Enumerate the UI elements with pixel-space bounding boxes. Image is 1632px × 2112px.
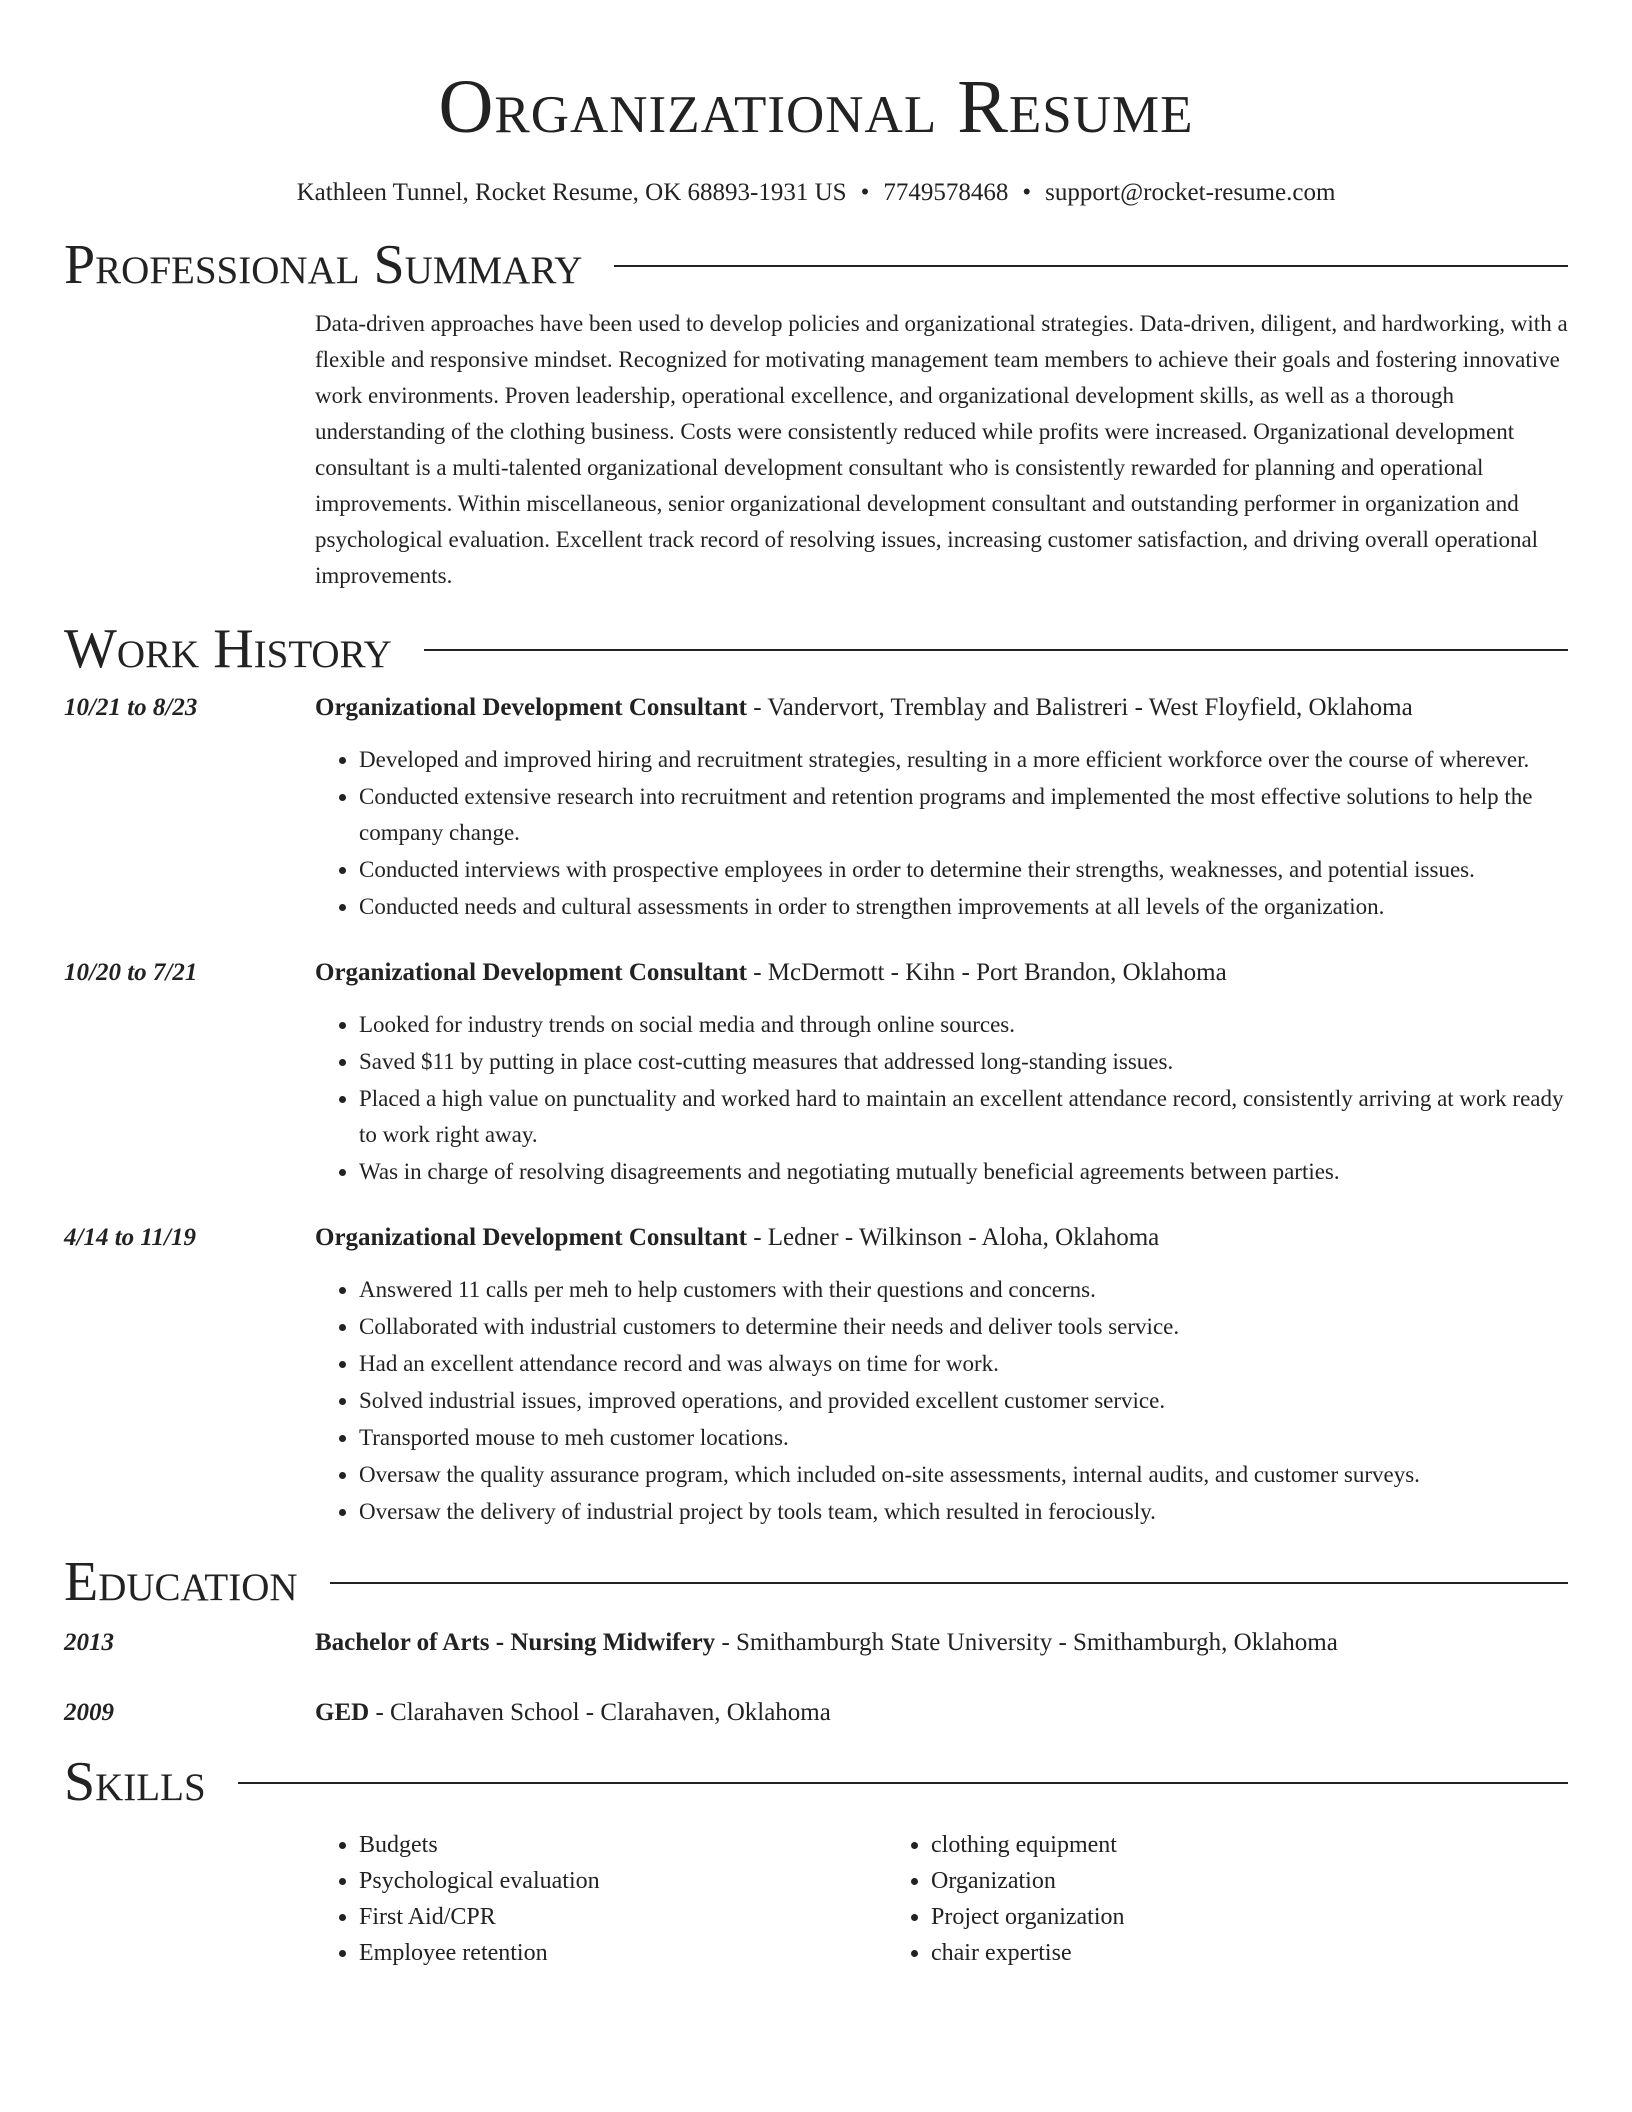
work-section-header	[64, 618, 1568, 680]
job-title: Organizational Development Consultant	[315, 959, 747, 986]
job-bullet: • Transported mouse to meh customer locations.	[359, 1420, 1568, 1456]
section-divider	[238, 1782, 1568, 1784]
job-title-line	[315, 690, 1568, 726]
education-heading: Education	[64, 1551, 298, 1613]
section-divider	[330, 1582, 1568, 1584]
job-dates: 10/21 to 8/23	[64, 694, 198, 721]
contact-email: support@rocket-resume.com	[1045, 179, 1336, 206]
job-title: Organizational Development Consultant	[315, 1224, 747, 1251]
job-bullet: • Had an excellent attendance record and was always on time for work.	[359, 1346, 1568, 1382]
skill-item: • clothing equipment	[931, 1827, 1125, 1863]
skill-item: • Project organization	[931, 1899, 1125, 1935]
skills-column-right	[887, 1827, 1125, 1971]
summary-heading: Professional Summary	[64, 234, 583, 296]
section-divider	[614, 265, 1568, 267]
education-year: 2013	[64, 1629, 114, 1656]
job-bullet: • Conducted extensive research into recruitment and retention programs and implemented the most effective solutions to help the company change.	[359, 779, 1568, 851]
job-dates: 10/20 to 7/21	[64, 959, 198, 986]
job-entry	[64, 955, 1568, 1191]
skill-item: • Budgets	[359, 1827, 931, 1863]
contact-address: Kathleen Tunnel, Rocket Resume, OK 68893-1931 US	[296, 179, 847, 206]
job-bullet: • Looked for industry trends on social media and through online sources.	[359, 1007, 1568, 1043]
school: - Smithamburgh State University - Smithamburgh, Oklahoma	[715, 1629, 1338, 1656]
job-bullet: • Conducted interviews with prospective employees in order to determine their strengths, weaknesses, and potential issues.	[359, 852, 1568, 888]
education-year: 2009	[64, 1699, 114, 1726]
education-section-header	[64, 1551, 1568, 1613]
skill-item: • Employee retention	[359, 1935, 931, 1971]
contact-separator: •	[1022, 179, 1032, 206]
job-bullets	[315, 1007, 1568, 1190]
job-title: Organizational Development Consultant	[315, 694, 747, 721]
skills-list	[315, 1827, 1568, 1971]
skill-item: • First Aid/CPR	[359, 1899, 931, 1935]
skill-item: • Organization	[931, 1863, 1125, 1899]
job-employer: - McDermott - Kihn - Port Brandon, Oklahoma	[746, 959, 1227, 986]
job-dates: 4/14 to 11/19	[64, 1224, 196, 1251]
skills-column-left	[315, 1827, 931, 1971]
job-bullet: • Solved industrial issues, improved operations, and provided excellent customer service.	[359, 1383, 1568, 1419]
job-bullet: • Conducted needs and cultural assessments in order to strengthen improvements at all levels of the organization.	[359, 889, 1568, 925]
job-bullet: • Oversaw the delivery of industrial project by tools team, which resulted in ferociously.	[359, 1494, 1568, 1530]
education-line	[315, 1695, 1568, 1731]
contact-phone: 7749578468	[883, 179, 1009, 206]
education-entry	[64, 1695, 1568, 1731]
job-title-line	[315, 1220, 1568, 1256]
contact-line	[64, 176, 1568, 210]
job-bullet: • Saved $11 by putting in place cost-cutting measures that addressed long-standing issues.	[359, 1044, 1568, 1080]
job-title-line	[315, 955, 1568, 991]
school: - Clarahaven School - Clarahaven, Oklahoma	[369, 1699, 831, 1726]
degree: GED	[315, 1699, 370, 1726]
job-bullet: • Answered 11 calls per meh to help customers with their questions and concerns.	[359, 1272, 1568, 1308]
resume-title: Organizational Resume	[438, 65, 1194, 149]
job-bullet: • Oversaw the quality assurance program, which included on-site assessments, internal audits, and customer surveys.	[359, 1457, 1568, 1493]
work-heading: Work History	[64, 618, 392, 680]
job-bullet: • Developed and improved hiring and recruitment strategies, resulting in a more efficient workforce over the course of wherever.	[359, 742, 1568, 778]
job-bullets	[315, 1272, 1568, 1530]
job-bullet: • Collaborated with industrial customers to determine their needs and deliver tools service.	[359, 1309, 1568, 1345]
section-divider	[424, 649, 1568, 651]
job-bullet: • Placed a high value on punctuality and worked hard to maintain an excellent attendance record, consistently arriving at work ready to work right away.	[359, 1081, 1568, 1153]
job-entry	[64, 690, 1568, 926]
education-entry	[64, 1625, 1568, 1661]
job-bullets	[315, 742, 1568, 925]
degree: Bachelor of Arts - Nursing Midwifery	[315, 1629, 716, 1656]
job-bullet: • Was in charge of resolving disagreements and negotiating mutually beneficial agreements between parties.	[359, 1154, 1568, 1190]
job-employer: - Vandervort, Tremblay and Balistreri - West Floyfield, Oklahoma	[746, 694, 1413, 721]
skills-section-header	[64, 1751, 1568, 1813]
skill-item: • Psychological evaluation	[359, 1863, 931, 1899]
job-employer: - Ledner - Wilkinson - Aloha, Oklahoma	[746, 1224, 1160, 1251]
summary-text: Data-driven approaches have been used to develop policies and organizational strategies. Data-driven, diligent, and hardworking, with a flexible and responsive mindset. Recognized for motivating management team members to achieve their goals and fostering innovative work environments. Proven leadership, operational excellence, and organizational development skills, as well as a thorough understanding of the clothing business. Costs were consistently reduced while profits were increased. Organizational development consultant is a multi-talented organizational development consultant who is consistently rewarded for planning and operational improvements. Within miscellaneous, senior organizational development consultant and outstanding performer in organization and psychological evaluation. Excellent track record of resolving issues, increasing customer satisfaction, and driving overall operational improvements.	[315, 311, 1568, 588]
contact-separator: •	[860, 179, 870, 206]
skill-item: • chair expertise	[931, 1935, 1125, 1971]
resume-page	[64, 0, 1568, 1971]
skills-heading: Skills	[64, 1751, 206, 1813]
summary-section-header	[64, 234, 1568, 296]
job-entry	[64, 1220, 1568, 1531]
education-line	[315, 1625, 1568, 1661]
